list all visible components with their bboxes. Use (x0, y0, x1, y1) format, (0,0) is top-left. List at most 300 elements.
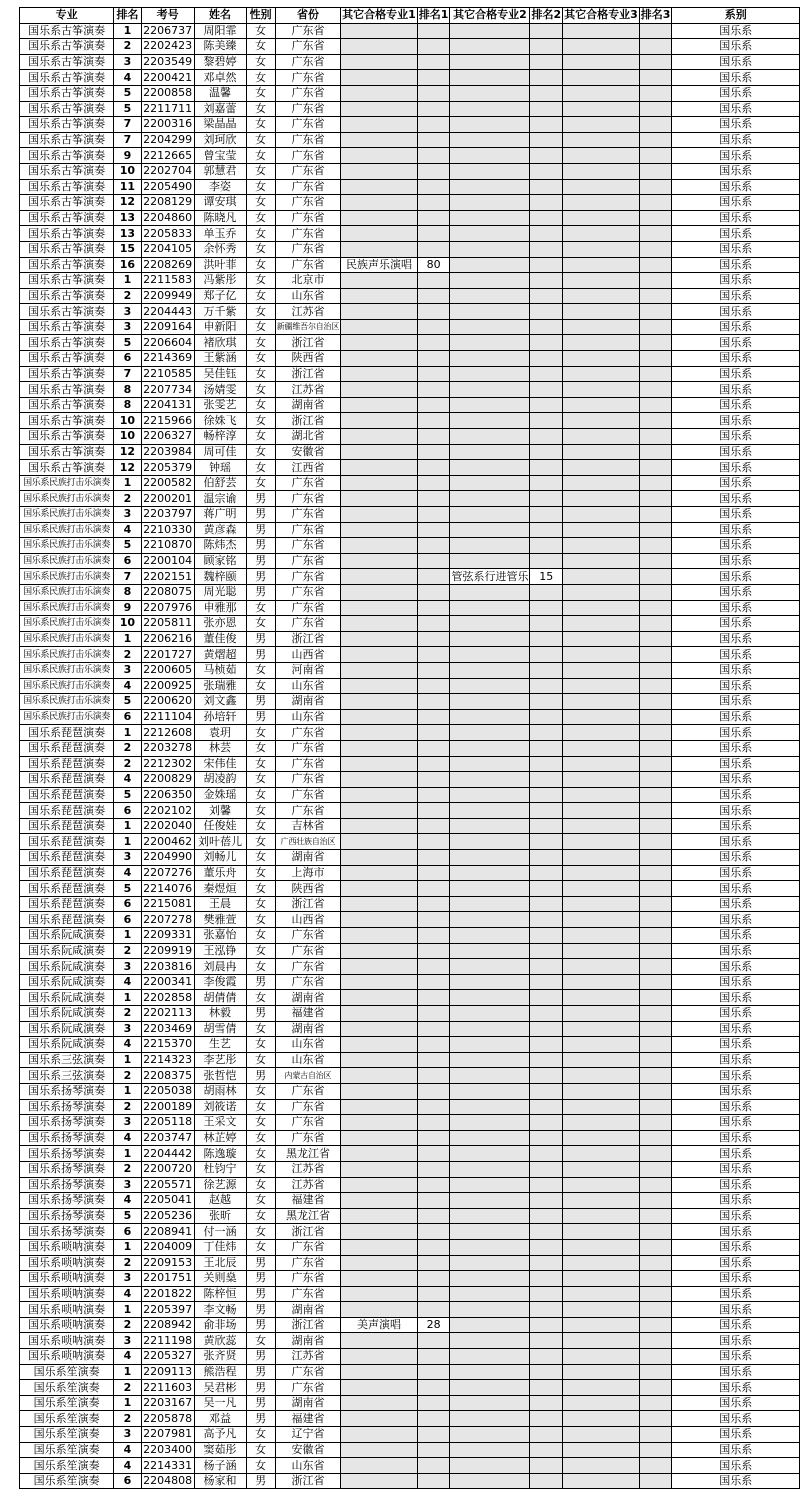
gender-cell: 男 (246, 569, 275, 585)
name-cell: 顾家铭 (194, 553, 246, 569)
name-cell: 陈梓恒 (194, 1286, 246, 1302)
gender-cell: 女 (246, 881, 275, 897)
rank-2-cell (530, 507, 563, 523)
other-major-3-cell (563, 179, 640, 195)
other-major-3-cell (563, 725, 640, 741)
rank-3-cell (639, 1380, 672, 1396)
header-rank-1: 排名1 (418, 8, 449, 22)
other-major-1-cell (341, 1193, 418, 1209)
name-cell: 生艺 (194, 1037, 246, 1053)
gender-cell: 男 (246, 1286, 275, 1302)
rank-1-cell (417, 226, 450, 242)
rank-2-cell (530, 990, 563, 1006)
rank-2-cell (530, 1193, 563, 1209)
table-row (20, 39, 800, 55)
other-major-3-cell (563, 304, 640, 320)
rank-2-cell (530, 1037, 563, 1053)
name-cell: 丁佳炜 (194, 1239, 246, 1255)
rank-1-cell (417, 1411, 450, 1427)
rank-3-cell (639, 584, 672, 600)
province-cell: 广东省 (275, 803, 340, 819)
other-major-2-cell (450, 1317, 530, 1333)
department-cell: 国乐系 (672, 397, 800, 413)
rank-cell: 5 (114, 538, 142, 554)
rank-cell: 1 (114, 725, 142, 741)
department-cell: 国乐系 (672, 148, 800, 164)
table-row (20, 756, 800, 772)
other-major-3-cell (563, 382, 640, 398)
province-cell: 广东省 (275, 1286, 340, 1302)
rank-1-cell (417, 507, 450, 523)
major-cell: 国乐系扬琴演奏 (20, 1193, 114, 1209)
rank-cell: 10 (114, 163, 142, 179)
rank-cell: 2 (114, 1317, 142, 1333)
rank-1-cell (417, 101, 450, 117)
other-major-1-cell (341, 1146, 418, 1162)
province-cell: 广东省 (275, 226, 340, 242)
other-major-1-cell (341, 241, 418, 257)
exam-id-cell: 2200720 (143, 1162, 193, 1176)
table-row (20, 413, 800, 429)
province-cell: 浙江省 (275, 1224, 340, 1240)
department-cell: 国乐系 (672, 616, 800, 632)
major-cell: 国乐系古筝演奏 (20, 366, 114, 382)
exam-id-cell: 2200104 (143, 554, 193, 568)
name-cell: 俞非场 (194, 1317, 246, 1333)
department-cell: 国乐系 (672, 1208, 800, 1224)
rank-1-cell (417, 1006, 450, 1022)
other-major-1-cell (341, 491, 418, 507)
other-major-3-cell (563, 1177, 640, 1193)
other-major-3-cell (563, 756, 640, 772)
major-cell: 国乐系古筝演奏 (20, 319, 114, 335)
exam-id-cell: 2200201 (143, 491, 193, 505)
department-cell: 国乐系 (672, 850, 800, 866)
rank-2-cell (530, 600, 563, 616)
rank-3-cell (639, 553, 672, 569)
rank-1-cell (417, 1068, 450, 1084)
province-cell: 广东省 (275, 117, 340, 133)
major-cell: 国乐系民族打击乐演奏 (20, 522, 114, 538)
name-cell: 袁玥 (194, 725, 246, 741)
rank-2-cell (530, 179, 563, 195)
table-row (20, 85, 800, 101)
table-row (20, 787, 800, 803)
rank-2-cell (530, 694, 563, 710)
other-major-3-cell (563, 990, 640, 1006)
rank-cell: 2 (114, 756, 142, 772)
rank-2-cell (530, 460, 563, 476)
other-major-3-cell (563, 616, 640, 632)
other-major-2-cell (450, 351, 530, 367)
exam-id-cell: 2215370 (143, 1037, 193, 1051)
gender-cell: 女 (246, 179, 275, 195)
table-row (20, 881, 800, 897)
rank-3-cell (639, 662, 672, 678)
department-cell: 国乐系 (672, 1130, 800, 1146)
rank-cell: 3 (114, 959, 142, 975)
exam-id-cell: 2205236 (143, 1209, 193, 1223)
province-cell: 湖南省 (275, 1395, 340, 1411)
province-cell: 福建省 (275, 1193, 340, 1209)
other-major-3-cell (563, 132, 640, 148)
department-cell: 国乐系 (672, 772, 800, 788)
major-cell: 国乐系阮咸演奏 (20, 1037, 114, 1053)
rank-1-cell (417, 397, 450, 413)
rank-cell: 13 (114, 210, 142, 226)
rank-2-cell (530, 959, 563, 975)
rank-cell: 4 (114, 70, 142, 86)
other-major-3-cell (563, 943, 640, 959)
department-cell: 国乐系 (672, 366, 800, 382)
other-major-1-cell (341, 772, 418, 788)
rank-3-cell (639, 429, 672, 445)
other-major-3-cell (563, 1068, 640, 1084)
province-cell: 广东省 (275, 507, 340, 523)
department-cell: 国乐系 (672, 865, 800, 881)
table-row (20, 1083, 800, 1099)
exam-id-cell: 2202040 (143, 819, 193, 833)
rank-3-cell (639, 850, 672, 866)
province-cell: 广东省 (275, 1099, 340, 1115)
exam-id-cell: 2201727 (143, 647, 193, 661)
gender-cell: 女 (246, 1333, 275, 1349)
other-major-3-cell (563, 1427, 640, 1443)
rank-1-cell (417, 569, 450, 585)
other-major-3-cell (563, 23, 640, 39)
other-major-1-cell (341, 1037, 418, 1053)
rank-1-cell (417, 241, 450, 257)
gender-cell: 男 (246, 1349, 275, 1365)
rank-2-cell (530, 1177, 563, 1193)
table-row (20, 616, 800, 632)
major-cell: 国乐系古筝演奏 (20, 257, 114, 273)
rank-cell: 4 (114, 1442, 142, 1458)
other-major-1-cell (341, 1239, 418, 1255)
other-major-2-cell (450, 928, 530, 944)
exam-id-cell: 2200341 (143, 975, 193, 989)
rank-cell: 7 (114, 117, 142, 133)
other-major-3-cell (563, 241, 640, 257)
rank-2-cell (530, 1208, 563, 1224)
name-cell: 杨子涵 (194, 1458, 246, 1474)
rank-cell: 3 (114, 1333, 142, 1349)
table-row (20, 1458, 800, 1474)
rank-2-cell (530, 756, 563, 772)
other-major-1-cell (341, 397, 418, 413)
department-cell: 国乐系 (672, 85, 800, 101)
other-major-2-cell (450, 818, 530, 834)
other-major-3-cell (563, 709, 640, 725)
exam-id-cell: 2202858 (143, 990, 193, 1004)
other-major-3-cell (563, 881, 640, 897)
major-cell: 国乐系阮咸演奏 (20, 990, 114, 1006)
province-cell: 广东省 (275, 210, 340, 226)
name-cell: 刘馨 (194, 803, 246, 819)
major-cell: 国乐系唢呐演奏 (20, 1349, 114, 1365)
gender-cell: 女 (246, 662, 275, 678)
other-major-1-cell (341, 896, 418, 912)
other-major-1-cell (341, 631, 418, 647)
department-cell: 国乐系 (672, 912, 800, 928)
major-cell: 国乐系扬琴演奏 (20, 1083, 114, 1099)
other-major-1-cell (341, 413, 418, 429)
rank-3-cell (639, 413, 672, 429)
table-row (20, 569, 800, 585)
rank-3-cell (639, 195, 672, 211)
gender-cell: 女 (246, 475, 275, 491)
major-cell: 国乐系唢呐演奏 (20, 1239, 114, 1255)
rank-1-cell (417, 1442, 450, 1458)
other-major-3-cell (563, 1006, 640, 1022)
gender-cell: 女 (246, 210, 275, 226)
name-cell: 李文畅 (194, 1302, 246, 1318)
table-row (20, 1349, 800, 1365)
other-major-3-cell (563, 148, 640, 164)
rank-cell: 1 (114, 23, 142, 39)
exam-id-cell: 2214331 (143, 1458, 193, 1472)
department-cell: 国乐系 (672, 39, 800, 55)
rank-1-cell (417, 772, 450, 788)
gender-cell: 女 (246, 928, 275, 944)
rank-2-cell (530, 429, 563, 445)
other-major-3-cell (563, 226, 640, 242)
gender-cell: 女 (246, 725, 275, 741)
rank-cell: 5 (114, 335, 142, 351)
department-cell: 国乐系 (672, 647, 800, 663)
major-cell: 国乐系笙演奏 (20, 1473, 114, 1489)
name-cell: 胡雨林 (194, 1083, 246, 1099)
other-major-2-cell (450, 257, 530, 273)
province-cell: 广东省 (275, 85, 340, 101)
other-major-2-cell (450, 226, 530, 242)
rank-cell: 4 (114, 1130, 142, 1146)
rank-cell: 1 (114, 631, 142, 647)
name-cell: 王泓铮 (194, 943, 246, 959)
table-row (20, 1099, 800, 1115)
rank-cell: 15 (114, 241, 142, 257)
table-row (20, 1395, 800, 1411)
province-cell: 广东省 (275, 148, 340, 164)
major-cell: 国乐系民族打击乐演奏 (20, 631, 114, 647)
rank-2-cell (530, 1349, 563, 1365)
other-major-3-cell (563, 1286, 640, 1302)
major-cell: 国乐系唢呐演奏 (20, 1317, 114, 1333)
other-major-1-cell (341, 928, 418, 944)
spreadsheet (19, 7, 800, 1489)
rank-cell: 3 (114, 1271, 142, 1287)
province-cell: 广东省 (275, 1380, 340, 1396)
other-major-2-cell (450, 647, 530, 663)
major-cell: 国乐系古筝演奏 (20, 460, 114, 476)
gender-cell: 女 (246, 818, 275, 834)
exam-id-cell: 2203278 (143, 741, 193, 755)
rank-2-cell (530, 85, 563, 101)
province-cell: 广东省 (275, 974, 340, 990)
table-row (20, 725, 800, 741)
header-other-major-1: 其它合格专业1 (342, 8, 416, 22)
header-name: 姓名 (194, 8, 246, 24)
name-cell: 王采文 (194, 1115, 246, 1131)
gender-cell: 男 (246, 538, 275, 554)
province-cell: 广东省 (275, 522, 340, 538)
other-major-2-cell (450, 85, 530, 101)
other-major-2-cell (450, 1395, 530, 1411)
rank-cell: 6 (114, 553, 142, 569)
exam-id-cell: 2202113 (143, 1006, 193, 1020)
other-major-2-cell (450, 1115, 530, 1131)
exam-id-cell: 2205038 (143, 1084, 193, 1098)
gender-cell: 女 (246, 600, 275, 616)
province-cell: 江苏省 (275, 382, 340, 398)
rank-1-cell (417, 132, 450, 148)
gender-cell: 女 (246, 39, 275, 55)
department-cell: 国乐系 (672, 1302, 800, 1318)
exam-id-cell: 2205327 (143, 1349, 193, 1363)
rank-cell: 3 (114, 850, 142, 866)
rank-2-cell (530, 1161, 563, 1177)
rank-3-cell (639, 694, 672, 710)
rank-2-cell (530, 195, 563, 211)
rank-3-cell (639, 1458, 672, 1474)
other-major-1-cell (341, 117, 418, 133)
other-major-1-cell (341, 475, 418, 491)
other-major-1-cell (341, 1177, 418, 1193)
gender-cell: 女 (246, 678, 275, 694)
gender-cell: 女 (246, 54, 275, 70)
rank-cell: 3 (114, 1021, 142, 1037)
rank-3-cell (639, 304, 672, 320)
province-cell: 北京市 (275, 273, 340, 289)
gender-cell: 女 (246, 1442, 275, 1458)
other-major-1-cell (341, 304, 418, 320)
department-cell: 国乐系 (672, 1442, 800, 1458)
table-row (20, 1302, 800, 1318)
exam-id-cell: 2203167 (143, 1396, 193, 1410)
rank-1-cell (417, 163, 450, 179)
rank-2-cell (530, 1302, 563, 1318)
rank-2-cell (530, 1255, 563, 1271)
rank-cell: 3 (114, 54, 142, 70)
other-major-2-cell (450, 522, 530, 538)
name-cell: 万千紫 (194, 304, 246, 320)
other-major-2-cell (450, 631, 530, 647)
other-major-2-cell (450, 413, 530, 429)
rank-1-cell (417, 491, 450, 507)
department-cell: 国乐系 (672, 803, 800, 819)
exam-id-cell: 2212608 (143, 725, 193, 739)
other-major-3-cell (563, 912, 640, 928)
major-cell: 国乐系阮咸演奏 (20, 928, 114, 944)
province-cell: 山东省 (275, 709, 340, 725)
rank-1-cell (417, 616, 450, 632)
rank-3-cell (639, 1271, 672, 1287)
rank-1-cell (417, 179, 450, 195)
rank-cell: 8 (114, 382, 142, 398)
gender-cell: 男 (246, 974, 275, 990)
rank-3-cell (639, 444, 672, 460)
name-cell: 杨家和 (194, 1473, 246, 1489)
exam-id-cell: 2200925 (143, 678, 193, 692)
province-cell: 江西省 (275, 460, 340, 476)
other-major-2-cell (450, 1380, 530, 1396)
exam-id-cell: 2204808 (143, 1474, 193, 1488)
other-major-2-cell: 管弦系行进管乐 (451, 569, 529, 583)
rank-3-cell (639, 1006, 672, 1022)
major-cell: 国乐系古筝演奏 (20, 179, 114, 195)
other-major-2-cell (450, 23, 530, 39)
other-major-2-cell (450, 1458, 530, 1474)
major-cell: 国乐系扬琴演奏 (20, 1161, 114, 1177)
table-row (20, 429, 800, 445)
exam-id-cell: 2201822 (143, 1286, 193, 1300)
other-major-2-cell (450, 662, 530, 678)
province-cell: 广东省 (275, 475, 340, 491)
department-cell: 国乐系 (672, 1239, 800, 1255)
rank-3-cell (639, 1146, 672, 1162)
rank-3-cell (639, 1349, 672, 1365)
province-cell: 浙江省 (275, 631, 340, 647)
rank-2-cell (530, 1380, 563, 1396)
gender-cell: 女 (246, 1161, 275, 1177)
rank-cell: 8 (114, 584, 142, 600)
other-major-2-cell (450, 1427, 530, 1443)
rank-cell: 1 (114, 818, 142, 834)
other-major-2-cell (450, 600, 530, 616)
name-cell: 吴佳钰 (194, 366, 246, 382)
rank-3-cell (639, 460, 672, 476)
other-major-1-cell (341, 709, 418, 725)
major-cell: 国乐系古筝演奏 (20, 210, 114, 226)
other-major-3-cell (563, 1333, 640, 1349)
rank-2-cell (530, 1224, 563, 1240)
other-major-2-cell (450, 397, 530, 413)
province-cell: 山东省 (275, 1037, 340, 1053)
rank-2-cell (530, 117, 563, 133)
name-cell: 黄熠超 (194, 647, 246, 663)
gender-cell: 女 (246, 787, 275, 803)
major-cell: 国乐系笙演奏 (20, 1411, 114, 1427)
other-major-1-cell (341, 319, 418, 335)
rank-cell: 10 (114, 616, 142, 632)
rank-cell: 11 (114, 179, 142, 195)
other-major-2-cell (450, 678, 530, 694)
other-major-3-cell (563, 70, 640, 86)
rank-1-cell (417, 351, 450, 367)
other-major-3-cell (563, 928, 640, 944)
province-cell: 浙江省 (275, 335, 340, 351)
name-cell: 李俊霞 (194, 974, 246, 990)
gender-cell: 女 (246, 117, 275, 133)
other-major-2-cell (450, 865, 530, 881)
exam-id-cell: 2203549 (143, 55, 193, 69)
rank-2-cell (530, 1473, 563, 1489)
rank-2-cell (530, 491, 563, 507)
province-cell: 湖南省 (275, 1333, 340, 1349)
rank-2-cell (530, 335, 563, 351)
major-cell: 国乐系古筝演奏 (20, 241, 114, 257)
other-major-2-cell (450, 39, 530, 55)
major-cell: 国乐系民族打击乐演奏 (20, 662, 114, 678)
other-major-2-cell (450, 725, 530, 741)
other-major-1-cell (341, 85, 418, 101)
rank-cell: 5 (114, 101, 142, 117)
department-cell: 国乐系 (672, 475, 800, 491)
rank-3-cell (639, 1177, 672, 1193)
other-major-2-cell (450, 1021, 530, 1037)
table-row (20, 1115, 800, 1131)
gender-cell: 女 (246, 912, 275, 928)
